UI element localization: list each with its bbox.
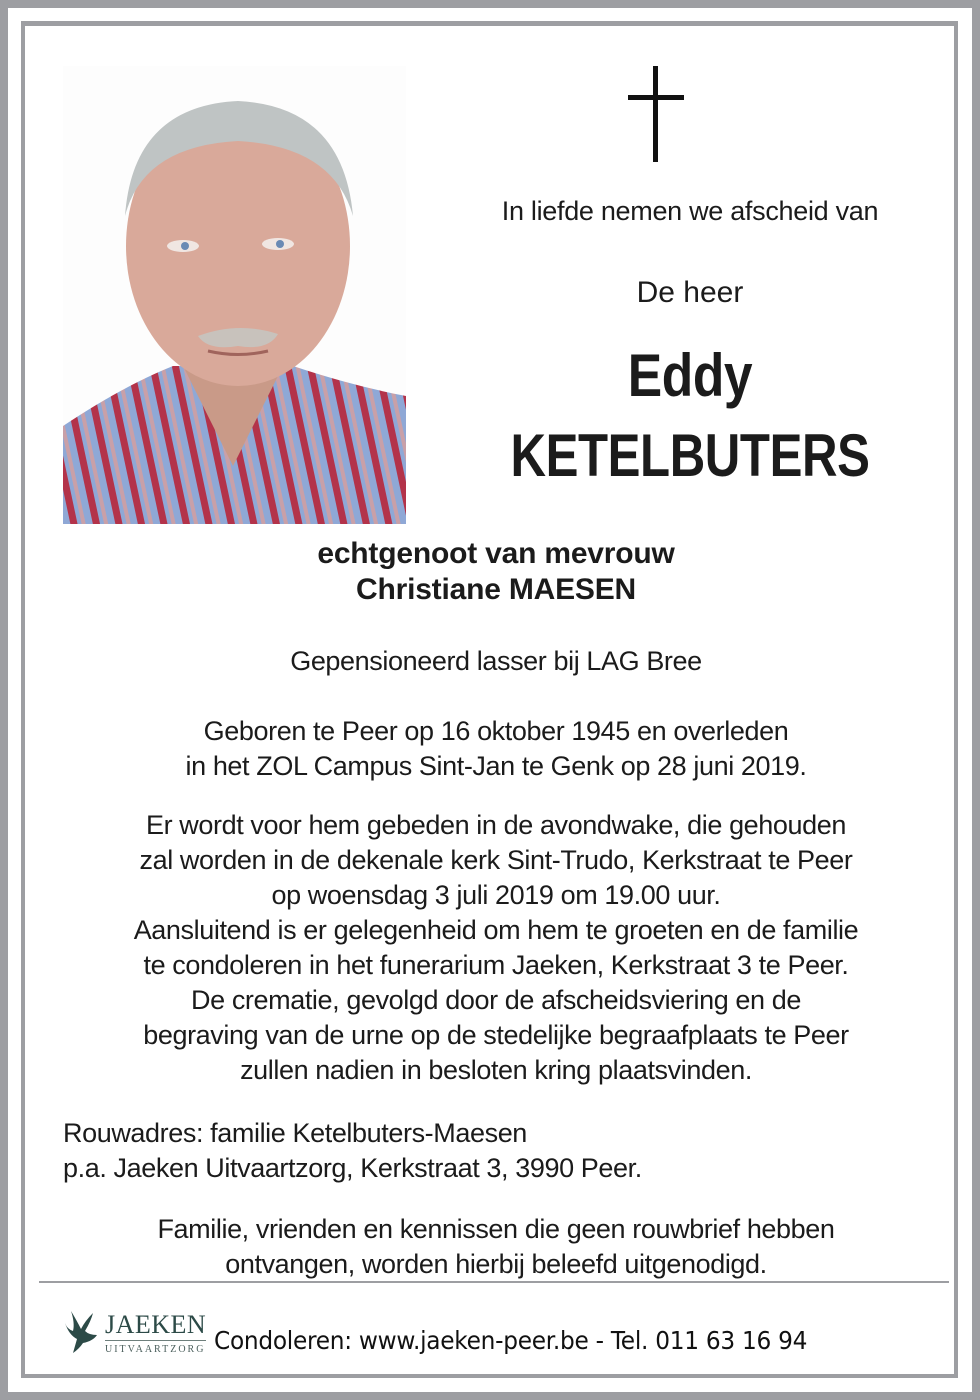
dove-icon	[63, 1309, 99, 1357]
footer	[63, 1298, 852, 1368]
ceremony-line: begraving van de urne op de stedelijke begraafplaats te Peer	[143, 1020, 849, 1050]
logo-name: JAEKEN	[105, 1309, 207, 1339]
obituary-card	[21, 21, 958, 1378]
ceremony-block	[46, 808, 946, 1088]
address-line-2: p.a. Jaeken Uitvaartzorg, Kerkstraat 3, 3990 Peer.	[63, 1153, 642, 1183]
ceremony-line: zal worden in de dekenale kerk Sint-Trudo, Kerkstraat te Peer	[139, 845, 853, 875]
logo-subtitle: UITVAARTZORG	[105, 1343, 206, 1355]
address-line-1: Rouwadres: familie Ketelbuters-Maesen	[63, 1118, 527, 1148]
invite-line-2: ontvangen, worden hierbij beleefd uitgenodigd.	[225, 1249, 767, 1279]
ceremony-line: Er wordt voor hem gebeden in de avondwake, die gehouden	[146, 810, 846, 840]
intro-text: In liefde nemen we afscheid van	[501, 196, 879, 226]
spouse-block	[46, 536, 946, 608]
ceremony-line: te condoleren in het funerarium Jaeken, Kerkstraat 3 te Peer.	[143, 950, 849, 980]
born-line-1: Geboren te Peer op 16 oktober 1945 en overleden	[203, 716, 789, 746]
occupation: Gepensioneerd lasser bij LAG Bree	[290, 646, 702, 676]
honorific: De heer	[636, 276, 744, 309]
ceremony-line: op woensdag 3 juli 2019 om 19.00 uur.	[271, 880, 721, 910]
ceremony-line: De crematie, gevolgd door de afscheidsviering en de	[191, 985, 801, 1015]
footer-divider	[39, 1281, 949, 1283]
invitation-block	[46, 1212, 946, 1282]
birth-death-block	[46, 714, 946, 784]
portrait-photo	[63, 66, 406, 524]
cross-icon	[628, 66, 684, 162]
ceremony-line: zullen nadien in besloten kring plaatsvinden.	[240, 1055, 752, 1085]
card-outer-frame	[8, 8, 972, 1392]
spouse-line-1: echtgenoot van mevrouw	[317, 537, 675, 570]
invite-line-1: Familie, vrienden en kennissen die geen rouwbrief hebben	[157, 1214, 835, 1244]
born-line-2: in het ZOL Campus Sint-Jan te Genk op 28 juni 2019.	[185, 751, 807, 781]
ceremony-line: Aansluitend is er gelegenheid om hem te groeten en de familie	[133, 915, 859, 945]
mourning-address	[63, 1116, 642, 1186]
spouse-line-2: Christiane MAESEN	[356, 573, 636, 606]
condolence-contact[interactable]: Condoleren: www.jaeken-peer.be - Tel. 011 63 16 94	[214, 1325, 808, 1355]
deceased-last-name: KETELBUTERS	[510, 422, 870, 489]
deceased-first-name: Eddy	[627, 342, 753, 409]
jaeken-logo	[63, 1309, 206, 1357]
